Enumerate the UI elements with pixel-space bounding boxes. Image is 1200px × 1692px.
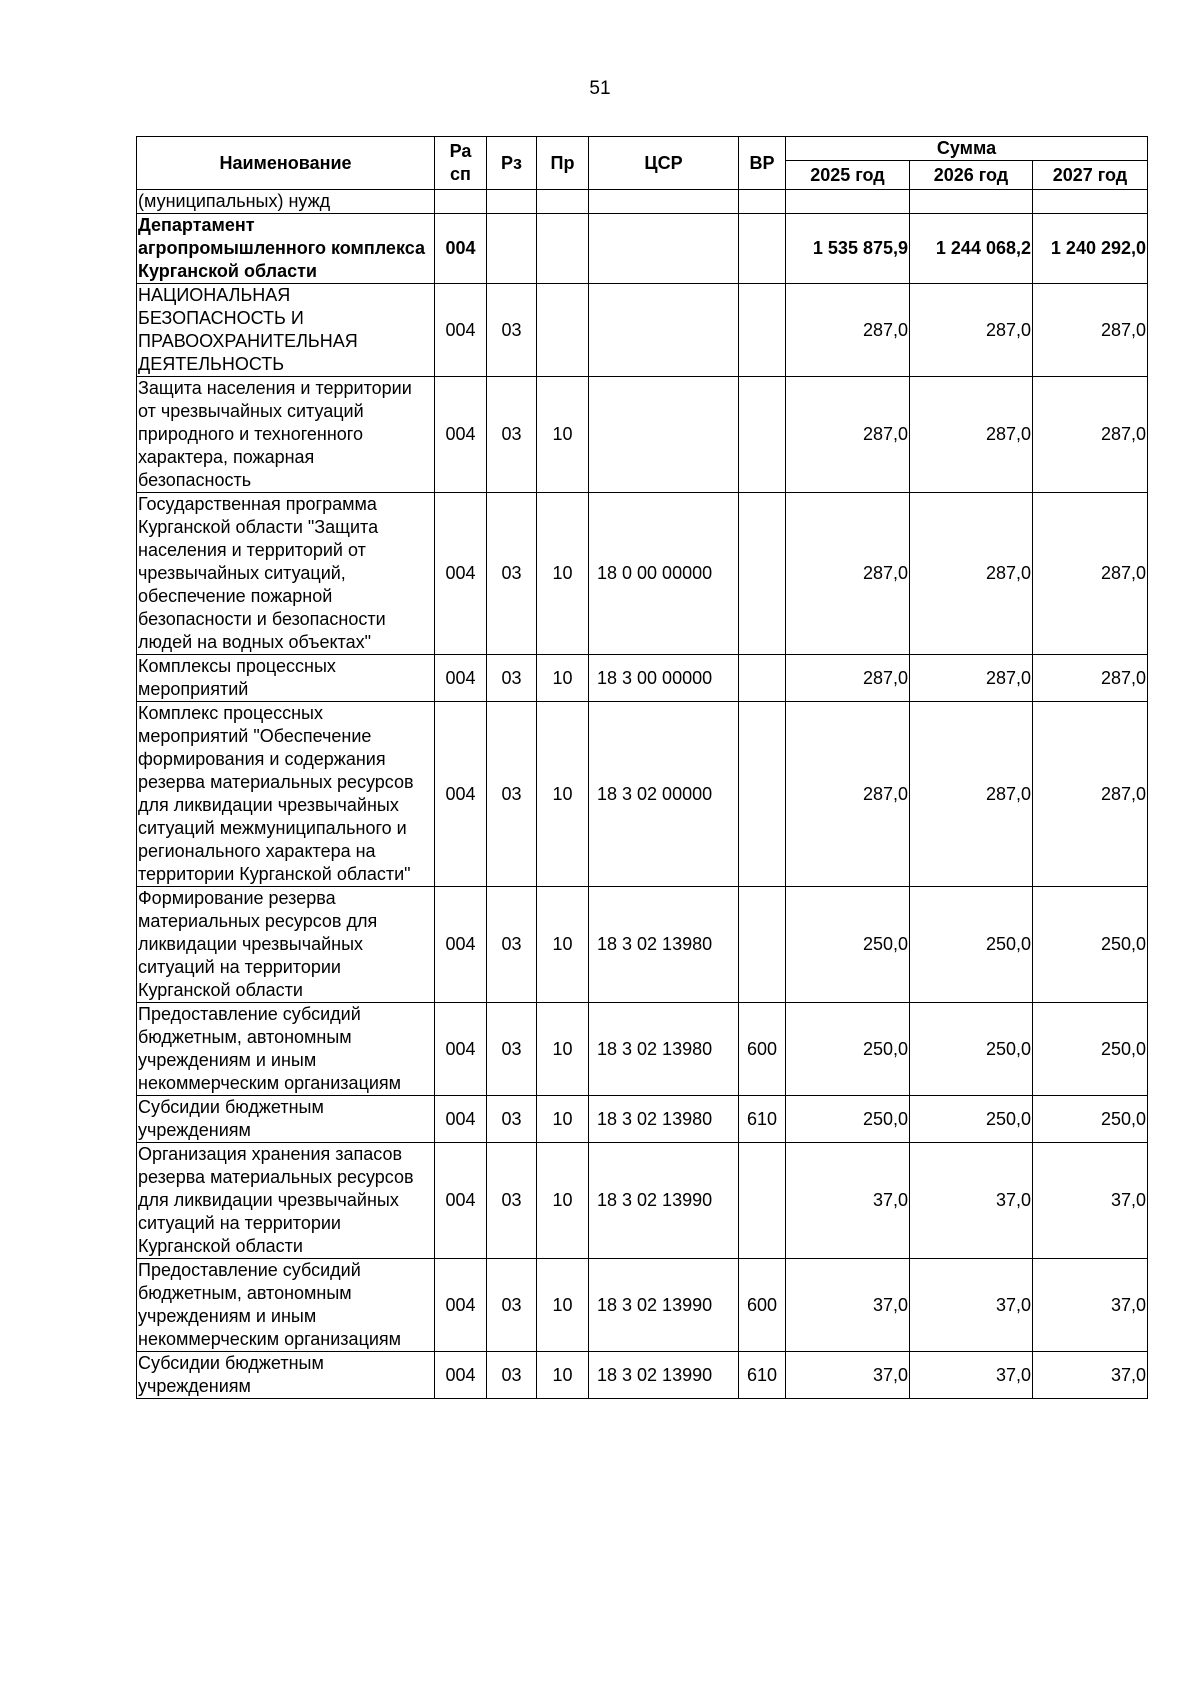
header-name: Наименование — [137, 137, 435, 190]
cell-vr: 610 — [739, 1096, 786, 1143]
cell-amount-2027: 287,0 — [1033, 493, 1148, 655]
cell-amount-2025: 1 535 875,9 — [786, 214, 910, 284]
cell-csr — [589, 284, 739, 377]
cell-rasp: 004 — [435, 377, 487, 493]
cell-amount-2027: 37,0 — [1033, 1143, 1148, 1259]
cell-rasp: 004 — [435, 887, 487, 1003]
table-row — [137, 493, 1148, 655]
cell-vr — [739, 284, 786, 377]
cell-amount-2026: 250,0 — [910, 1096, 1033, 1143]
table-row — [137, 377, 1148, 493]
cell-csr: 18 3 02 13980 — [589, 1096, 739, 1143]
cell-pr: 10 — [537, 887, 589, 1003]
cell-name: Защита населения и территории от чрезвычайных ситуаций природного и техногенного характера, пожарная безопасность — [137, 377, 435, 493]
cell-vr — [739, 887, 786, 1003]
cell-amount-2026: 37,0 — [910, 1259, 1033, 1352]
cell-amount-2025: 37,0 — [786, 1352, 910, 1399]
cell-rz: 03 — [487, 702, 537, 887]
cell-rz — [487, 214, 537, 284]
cell-amount-2026: 37,0 — [910, 1352, 1033, 1399]
table-row — [137, 214, 1148, 284]
cell-amount-2027: 37,0 — [1033, 1352, 1148, 1399]
cell-amount-2027: 287,0 — [1033, 377, 1148, 493]
cell-amount-2025: 250,0 — [786, 887, 910, 1003]
cell-name: Формирование резерва материальных ресурсов для ликвидации чрезвычайных ситуаций на территории Курганской области — [137, 887, 435, 1003]
cell-name: Государственная программа Курганской области "Защита населения и территорий от чрезвычайных ситуаций, обеспечение пожарной безопасности и безопасности людей на водных объектах" — [137, 493, 435, 655]
cell-pr: 10 — [537, 1259, 589, 1352]
cell-amount-2026: 287,0 — [910, 284, 1033, 377]
table-row — [137, 1096, 1148, 1143]
cell-name: Комплекс процессных мероприятий "Обеспечение формирования и содержания резерва материальных ресурсов для ликвидации чрезвычайных ситуаций межмуниципального и регионального характера на территории Курганской области" — [137, 702, 435, 887]
cell-vr — [739, 190, 786, 214]
cell-amount-2025: 287,0 — [786, 493, 910, 655]
cell-vr: 600 — [739, 1003, 786, 1096]
cell-amount-2027: 287,0 — [1033, 655, 1148, 702]
cell-amount-2025: 250,0 — [786, 1096, 910, 1143]
cell-pr: 10 — [537, 702, 589, 887]
cell-amount-2026: 287,0 — [910, 655, 1033, 702]
cell-amount-2025: 37,0 — [786, 1143, 910, 1259]
cell-amount-2025: 287,0 — [786, 284, 910, 377]
cell-rasp: 004 — [435, 1003, 487, 1096]
cell-amount-2026: 37,0 — [910, 1143, 1033, 1259]
table-row — [137, 190, 1148, 214]
cell-pr: 10 — [537, 493, 589, 655]
cell-pr: 10 — [537, 377, 589, 493]
table-row — [137, 1352, 1148, 1399]
cell-rz: 03 — [487, 493, 537, 655]
header-rz: Рз — [487, 137, 537, 190]
cell-csr: 18 3 02 00000 — [589, 702, 739, 887]
cell-vr: 600 — [739, 1259, 786, 1352]
cell-csr: 18 3 02 13980 — [589, 1003, 739, 1096]
cell-rasp: 004 — [435, 702, 487, 887]
cell-amount-2025: 250,0 — [786, 1003, 910, 1096]
table-row — [137, 284, 1148, 377]
cell-vr: 610 — [739, 1352, 786, 1399]
cell-rz: 03 — [487, 1259, 537, 1352]
cell-amount-2027: 287,0 — [1033, 702, 1148, 887]
header-year-2026: 2026 год — [910, 161, 1033, 190]
cell-amount-2027: 250,0 — [1033, 1003, 1148, 1096]
header-year-2025: 2025 год — [786, 161, 910, 190]
cell-name: Организация хранения запасов резерва материальных ресурсов для ликвидации чрезвычайных ситуаций на территории Курганской области — [137, 1143, 435, 1259]
cell-rz: 03 — [487, 1143, 537, 1259]
cell-name: НАЦИОНАЛЬНАЯ БЕЗОПАСНОСТЬ И ПРАВООХРАНИТЕЛЬНАЯ ДЕЯТЕЛЬНОСТЬ — [137, 284, 435, 377]
cell-vr — [739, 214, 786, 284]
cell-pr: 10 — [537, 1143, 589, 1259]
cell-amount-2027: 287,0 — [1033, 284, 1148, 377]
cell-amount-2027: 1 240 292,0 — [1033, 214, 1148, 284]
cell-amount-2026 — [910, 190, 1033, 214]
cell-csr — [589, 190, 739, 214]
cell-vr — [739, 1143, 786, 1259]
cell-rasp: 004 — [435, 1259, 487, 1352]
cell-pr — [537, 190, 589, 214]
cell-vr — [739, 377, 786, 493]
cell-rasp: 004 — [435, 1352, 487, 1399]
cell-rz: 03 — [487, 377, 537, 493]
table-row — [137, 887, 1148, 1003]
cell-pr: 10 — [537, 1352, 589, 1399]
cell-csr: 18 3 02 13980 — [589, 887, 739, 1003]
cell-csr: 18 3 00 00000 — [589, 655, 739, 702]
cell-amount-2027 — [1033, 190, 1148, 214]
cell-name: Предоставление субсидий бюджетным, автономным учреждениям и иным некоммерческим организациям — [137, 1003, 435, 1096]
cell-amount-2026: 250,0 — [910, 887, 1033, 1003]
cell-amount-2027: 250,0 — [1033, 1096, 1148, 1143]
cell-csr: 18 0 00 00000 — [589, 493, 739, 655]
cell-pr: 10 — [537, 1003, 589, 1096]
cell-amount-2026: 287,0 — [910, 493, 1033, 655]
table-row — [137, 1143, 1148, 1259]
cell-csr: 18 3 02 13990 — [589, 1143, 739, 1259]
cell-csr — [589, 377, 739, 493]
cell-vr — [739, 702, 786, 887]
header-csr: ЦСР — [589, 137, 739, 190]
cell-rasp: 004 — [435, 1143, 487, 1259]
cell-rasp: 004 — [435, 284, 487, 377]
cell-amount-2025: 287,0 — [786, 655, 910, 702]
cell-pr — [537, 284, 589, 377]
cell-csr: 18 3 02 13990 — [589, 1352, 739, 1399]
cell-amount-2025: 287,0 — [786, 377, 910, 493]
cell-csr: 18 3 02 13990 — [589, 1259, 739, 1352]
cell-amount-2026: 287,0 — [910, 377, 1033, 493]
cell-rz: 03 — [487, 1352, 537, 1399]
header-sum: Сумма — [786, 137, 1148, 161]
cell-amount-2026: 250,0 — [910, 1003, 1033, 1096]
cell-name: Комплексы процессных мероприятий — [137, 655, 435, 702]
cell-amount-2025: 287,0 — [786, 702, 910, 887]
cell-rz: 03 — [487, 1096, 537, 1143]
table-row — [137, 655, 1148, 702]
header-pr: Пр — [537, 137, 589, 190]
cell-amount-2025: 37,0 — [786, 1259, 910, 1352]
budget-table — [136, 136, 1148, 1399]
cell-amount-2027: 250,0 — [1033, 887, 1148, 1003]
cell-amount-2026: 1 244 068,2 — [910, 214, 1033, 284]
cell-name: (муниципальных) нужд — [137, 190, 435, 214]
cell-csr — [589, 214, 739, 284]
cell-rz: 03 — [487, 655, 537, 702]
table-row — [137, 1003, 1148, 1096]
cell-rasp: 004 — [435, 214, 487, 284]
cell-name: Субсидии бюджетным учреждениям — [137, 1096, 435, 1143]
cell-rasp: 004 — [435, 1096, 487, 1143]
cell-name: Субсидии бюджетным учреждениям — [137, 1352, 435, 1399]
cell-vr — [739, 655, 786, 702]
cell-amount-2025 — [786, 190, 910, 214]
table-body — [137, 190, 1148, 1399]
cell-name: Департамент агропромышленного комплекса Курганской области — [137, 214, 435, 284]
cell-pr — [537, 214, 589, 284]
cell-rasp — [435, 190, 487, 214]
cell-rz — [487, 190, 537, 214]
table-row — [137, 1259, 1148, 1352]
cell-rasp: 004 — [435, 493, 487, 655]
cell-rz: 03 — [487, 284, 537, 377]
cell-pr: 10 — [537, 655, 589, 702]
cell-amount-2027: 37,0 — [1033, 1259, 1148, 1352]
cell-pr: 10 — [537, 1096, 589, 1143]
page-number: 51 — [589, 78, 611, 99]
cell-name: Предоставление субсидий бюджетным, автономным учреждениям и иным некоммерческим организациям — [137, 1259, 435, 1352]
table-header — [137, 137, 1148, 190]
cell-rz: 03 — [487, 1003, 537, 1096]
cell-rz: 03 — [487, 887, 537, 1003]
header-year-2027: 2027 год — [1033, 161, 1148, 190]
table-row — [137, 702, 1148, 887]
cell-rasp: 004 — [435, 655, 487, 702]
header-rasp: Ра сп — [435, 137, 487, 190]
cell-vr — [739, 493, 786, 655]
header-vr: ВР — [739, 137, 786, 190]
cell-amount-2026: 287,0 — [910, 702, 1033, 887]
